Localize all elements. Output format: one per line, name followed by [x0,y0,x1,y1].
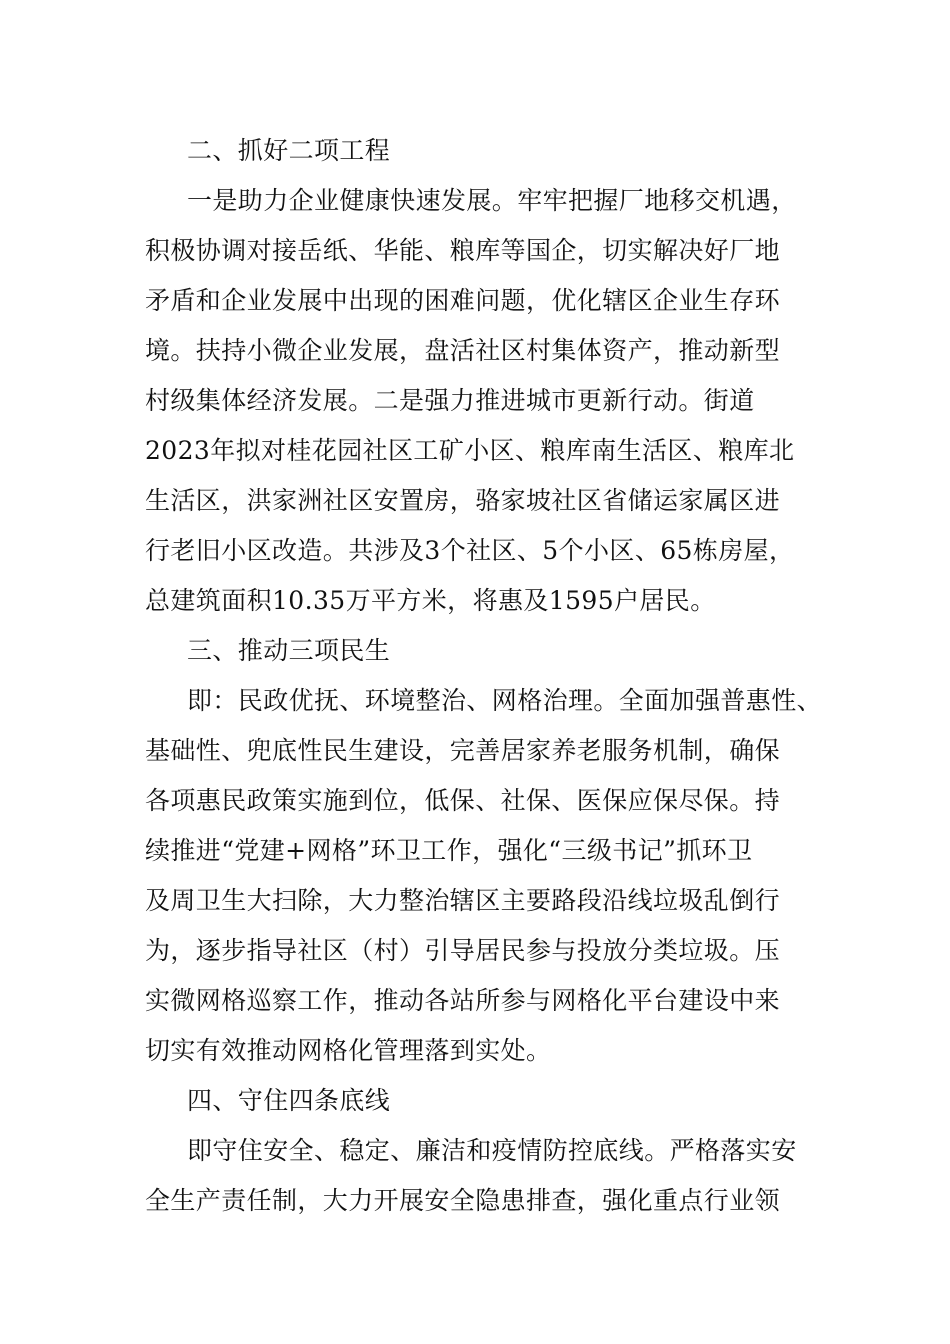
paragraph-line: 村级集体经济发展。二是强力推进城市更新行动。街道 [145,386,755,415]
paragraph-line: 即守住安全、稳定、廉洁和疫情防控底线。严格落实安 [187,1136,797,1165]
paragraph-line: 总建筑面积10.35万平方米，将惠及1595户居民。 [145,586,716,615]
paragraph-line: 全生产责任制，大力开展安全隐患排查，强化重点行业领 [145,1186,781,1215]
paragraph-line: 矛盾和企业发展中出现的困难问题，优化辖区企业生存环 [145,286,781,315]
paragraph-line: 行老旧小区改造。共涉及3个社区、5个小区、65栋房屋， [145,536,795,565]
paragraph-line: 生活区，洪家洲社区安置房，骆家坡社区省储运家属区进 [145,486,781,515]
paragraph-line: 一是助力企业健康快速发展。牢牢把握厂地移交机遇， [187,186,797,215]
paragraph-line: 即：民政优抚、环境整治、网格治理。全面加强普惠性、 [187,686,823,715]
section-heading-4: 四、守住四条底线 [187,1086,391,1115]
paragraph-line: 境。扶持小微企业发展，盘活社区村集体资产，推动新型 [145,336,781,365]
paragraph-line: 为，逐步指导社区（村）引导居民参与投放分类垃圾。压 [145,936,781,965]
paragraph-line: 及周卫生大扫除，大力整治辖区主要路段沿线垃圾乱倒行 [145,886,781,915]
paragraph-line: 续推进“党建+网格”环卫工作，强化“三级书记”抓环卫 [145,836,753,865]
paragraph-line: 各项惠民政策实施到位，低保、社保、医保应保尽保。持 [145,786,781,815]
section-heading-3: 三、推动三项民生 [187,636,391,665]
paragraph-line: 实微网格巡察工作，推动各站所参与网格化平台建设中来 [145,986,781,1015]
paragraph-line: 积极协调对接岳纸、华能、粮库等国企，切实解决好厂地 [145,236,781,265]
paragraph-line: 2023年拟对桂花园社区工矿小区、粮库南生活区、粮库北 [145,436,795,465]
section-heading-2: 二、抓好二项工程 [187,136,391,165]
paragraph-line: 基础性、兜底性民生建设，完善居家养老服务机制，确保 [145,736,781,765]
paragraph-line: 切实有效推动网格化管理落到实处。 [145,1036,552,1065]
